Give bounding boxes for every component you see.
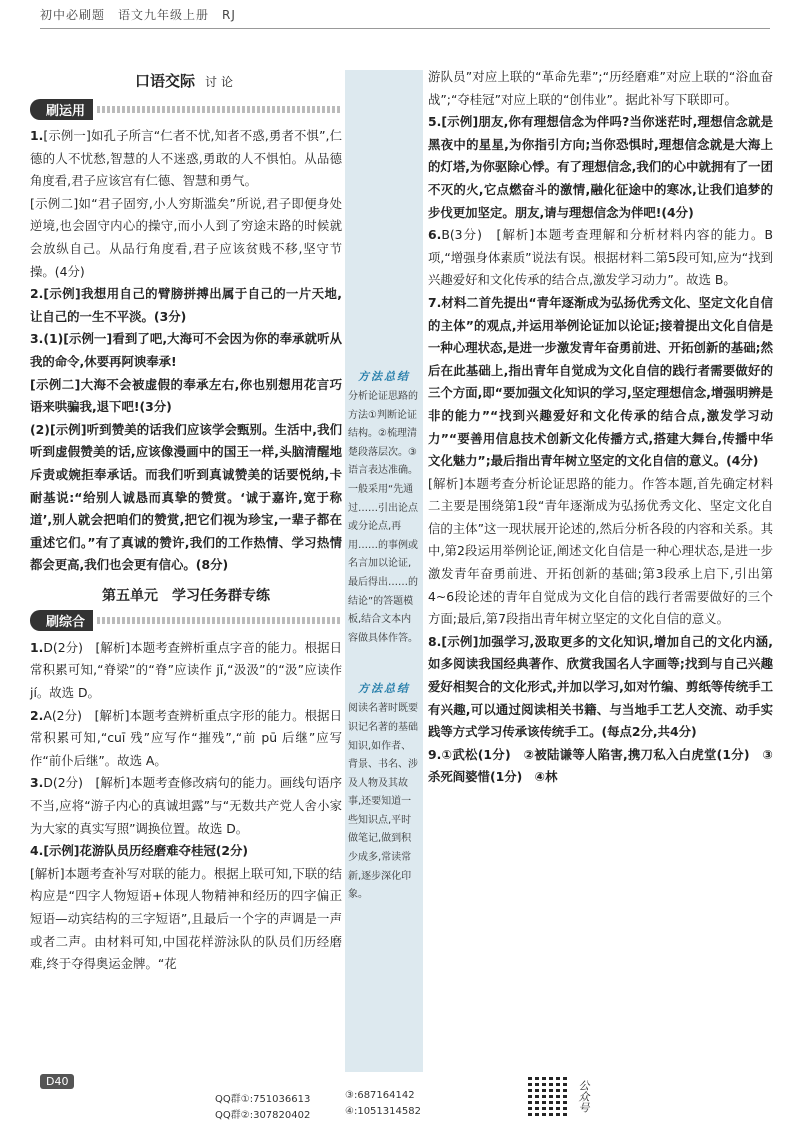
unit-title: 第五单元 学习任务群专练 <box>102 587 270 604</box>
answer-text: ①武松(1分) ②被陆谦等人陷害,携刀私入白虎堂(1分) ③杀死阎婆惜(1分) ④林 <box>428 746 773 785</box>
answer-r7 <box>428 292 773 473</box>
page-footer <box>0 1072 800 1132</box>
banner-label: 刷综合 <box>30 610 93 631</box>
answer-number: 2. <box>30 707 44 723</box>
answer-text: A(2分) [解析]本题考查辨析重点字形的能力。根据日常积累可知,“cuī 残”应写作“摧残”,“前 pū 后继”应写作“前仆后继”。故选 A。 <box>30 707 342 768</box>
answer-text: D(2分) [解析]本题考查辨析重点字音的能力。根据日常积累可知,“脊梁”的“脊”应读作 jǐ,“汲汲”的“汲”应读作 jí。故选 D。 <box>30 639 342 701</box>
answer-text: D(2分) [解析]本题考查修改病句的能力。画线句语序不当,应将“游子内心的真诚坦露”与“无数共产党人舍小家为大家的真实写照”调换位置。故选 D。 <box>30 775 342 836</box>
qq-group-4: ④:1051314582 <box>345 1106 421 1117</box>
answer-p1 <box>30 637 342 705</box>
answer-r7b: [解析]本题考查分析论证思路的能力。作答本题,首先确定材料二主要是围绕第1段“青年逐渐成为弘扬优秀文化、坚定文化自信的主体”这一现状展开论述的,然后分析各段的内容和关系。其中,第2段运用举例论证,阐述文化自信是一种心理状态,是进一步激发青年奋勇前进、开拓创新的基础;第3段承上启下,引出第4~6段论述的青年自觉成为文化自信的践行者需要做好的三个方面;最后,第7段指出青年树立坚定的文化自信的意义。 <box>428 475 773 627</box>
answer-p4 <box>30 840 342 863</box>
answer-text: 材料二首先提出“青年逐渐成为弘扬优秀文化、坚定文化自信的主体”的观点,并运用举例论证加以论证;接着提出文化自信是一种心理状态,是进一步激发青年奋勇前进、开拓创新的基础;然后在此基础上,指出青年自觉成为文化自信的践行者需要做好的三个方面,即“要加强文化知识的学习,坚定理想信念,增强明辨是非的能力”“找到兴趣爱好和文化传承的结合点,激发学习动力”“要善用信息技术创新文化传播方式,搭建大舞台,传播中华文化魅力”;最后指出青年树立坚定的文化自信的意义。(4分) <box>428 294 773 469</box>
answer-r5 <box>428 111 773 224</box>
qq-group-3: ③:687164142 <box>345 1090 415 1101</box>
section-title-text: 口语交际 <box>134 72 195 90</box>
answer-text: [示例一]如孔子所言“仁者不忧,知者不惑,勇者不惧”,仁德的人不忧愁,智慧的人不迷惑,勇敢的人不惧怕。从品德角度看,君子应该宫有仁德、智慧和勇气。 <box>30 128 342 189</box>
qr-code-overlay <box>528 1076 568 1116</box>
answer-number: 1. <box>30 128 44 143</box>
answer-text: [示例]我想用自己的臂膀拼搏出属于自己的一片天地,让自己的一生不平淡。(3分) <box>30 286 342 324</box>
answer-number: 1. <box>30 639 44 655</box>
answer-number: 3. <box>30 331 44 347</box>
answer-number: 2. <box>30 286 44 302</box>
banner-rule <box>97 106 342 113</box>
answer-r6 <box>428 224 773 292</box>
right-column <box>428 66 773 789</box>
banner-shuayunyong <box>30 99 342 119</box>
answer-r9 <box>428 744 773 789</box>
answer-text: B(3分) [解析]本题考查理解和分析材料内容的能力。B项,“增强身体素质”说法有误。根据材料二第5段可知,应为“找到兴趣爱好和文化传承的结合点,激发学习动力”。故选 B。 <box>428 227 773 288</box>
answer-number: 7. <box>428 294 442 310</box>
answer-r4-cont: 游队员”对应上联的“革命先辈”;“历经磨难”对应上联的“浴血奋战”;“夺桂冠”对应上联的“创伟业”。据此补写下联即可。 <box>428 69 773 107</box>
section-title <box>30 70 342 91</box>
page-number: D40 <box>40 1074 74 1089</box>
answer-r8 <box>428 631 773 744</box>
banner-shuazonghe <box>30 611 342 631</box>
answer-text: (1)[示例一]看到了吧,大海可不会因为你的奉承就听从我的命令,休要再阿谀奉承! <box>30 331 342 369</box>
method-sidebar <box>345 70 423 1072</box>
answer-number: 8. <box>428 633 442 649</box>
tip-title: 方法总结 <box>358 370 410 383</box>
answer-text: [示例]花游队员历经磨难夺桂冠(2分) <box>43 843 249 859</box>
answer-p3 <box>30 772 342 840</box>
left-column <box>30 70 342 976</box>
answer-text: [示例]朋友,你有理想信念为伴吗?当你迷茫时,理想信念就是黑夜中的星星,为你指引方向;当你恐惧时,理想信念就是大海上的灯塔,为你驱除心悸。有了理想信念,我们的心中就拥有了一团不灭的火,它点燃奋斗的激情,融化征途中的寒冰,让我们追梦的步伐更加坚定。朋友,请与理想信念为伴吧!(4分) <box>428 114 773 220</box>
page-header: 初中必刷题 语文九年级上册 RJ <box>40 8 236 22</box>
qq-group-1: QQ群①:751036613 <box>215 1094 311 1105</box>
answer-number: 3. <box>30 775 44 791</box>
answer-number: 4. <box>30 843 44 859</box>
answer-p4b: [解析]本题考查补写对联的能力。根据上联可知,下联的结构应是“四字人物短语+体现人物精神和经历的四字偏正短语—动宾结构的三字短语”,且最后一个字的声调是一声或者二声。由材料可知,中国花样游泳队的队员们历经磨难,终于夺得奥运金牌。“花 <box>30 865 342 972</box>
answer-number: 6. <box>428 227 442 243</box>
tip-text: 阅读名著时既要识记名著的基础知识,如作者、背景、书名、涉及人物及其故事,还要知道一些知识点,平时做笔记,做到积少成多,常读常新,逐步深化印象。 <box>348 703 418 901</box>
answer-text: [示例]加强学习,汲取更多的文化知识,增加自己的文化内涵,如多阅读我国经典著作、欣赏我国名人字画等;找到与自己兴趣爱好相契合的文化形式,并加以学习,如对竹编、剪纸等传统手工有兴趣,可以通过阅读相关书籍、与当地手工艺人交流、动手实践等方式学习传承该传统手工。(每点2分,共4分) <box>428 633 773 740</box>
gongzhonghao-label: 公众号 <box>577 1080 590 1113</box>
answer-1b: [示例二]如“君子固穷,小人穷斯滥矣”所说,君子即便身处逆境,也会固守内心的操守,而小人到了穷途末路的时候就会放纵自己。从品行角度看,君子应该贫贱不移,坚守节操。(4分) <box>30 195 342 279</box>
answer-2 <box>30 283 342 328</box>
answer-3b: [示例二]大海不会被虚假的奉承左右,你也别想用花言巧语来哄骗我,退下吧!(3分) <box>30 376 342 415</box>
header-divider <box>40 28 770 29</box>
tip-title: 方法总结 <box>358 682 410 696</box>
answer-1 <box>30 125 342 193</box>
answer-number: 9. <box>428 746 442 762</box>
tip-text: 分析论证思路的方法①判断论证结构。②梳理清楚段落层次。③语言表达准确。一般采用“先通过……引出论点或分论点,再用……的事例或名言加以论证,最后得出……的结论”的答题模板,结合文本内容做具体作答。 <box>348 391 418 644</box>
banner-rule <box>97 617 342 624</box>
banner-label: 刷运用 <box>30 99 93 120</box>
answer-3 <box>30 328 342 373</box>
answer-3c: (2)[示例]听到赞美的话我们应该学会甄别。生活中,我们听到虚假赞美的话,应该像漫画中的国王一样,头脑清醒地斥责或婉拒奉承话。而我们听到真诚赞美的话要悦纳,卡耐基说:“给别人诚恳而真挚的赞赏。‘诚于嘉许,宽于称道’,别人就会把咱们的赞赏,把它们视为珍宝,一辈子都在重述它们。”有了真诚的赞许,我们的工作热情、学习热情都会更高,我们也会更有信心。(8分) <box>30 421 342 573</box>
answer-number: 5. <box>428 114 442 130</box>
section-subtitle: 讨论 <box>205 75 238 89</box>
qq-group-2: QQ群②:307820402 <box>215 1110 311 1121</box>
answer-p2 <box>30 705 342 773</box>
